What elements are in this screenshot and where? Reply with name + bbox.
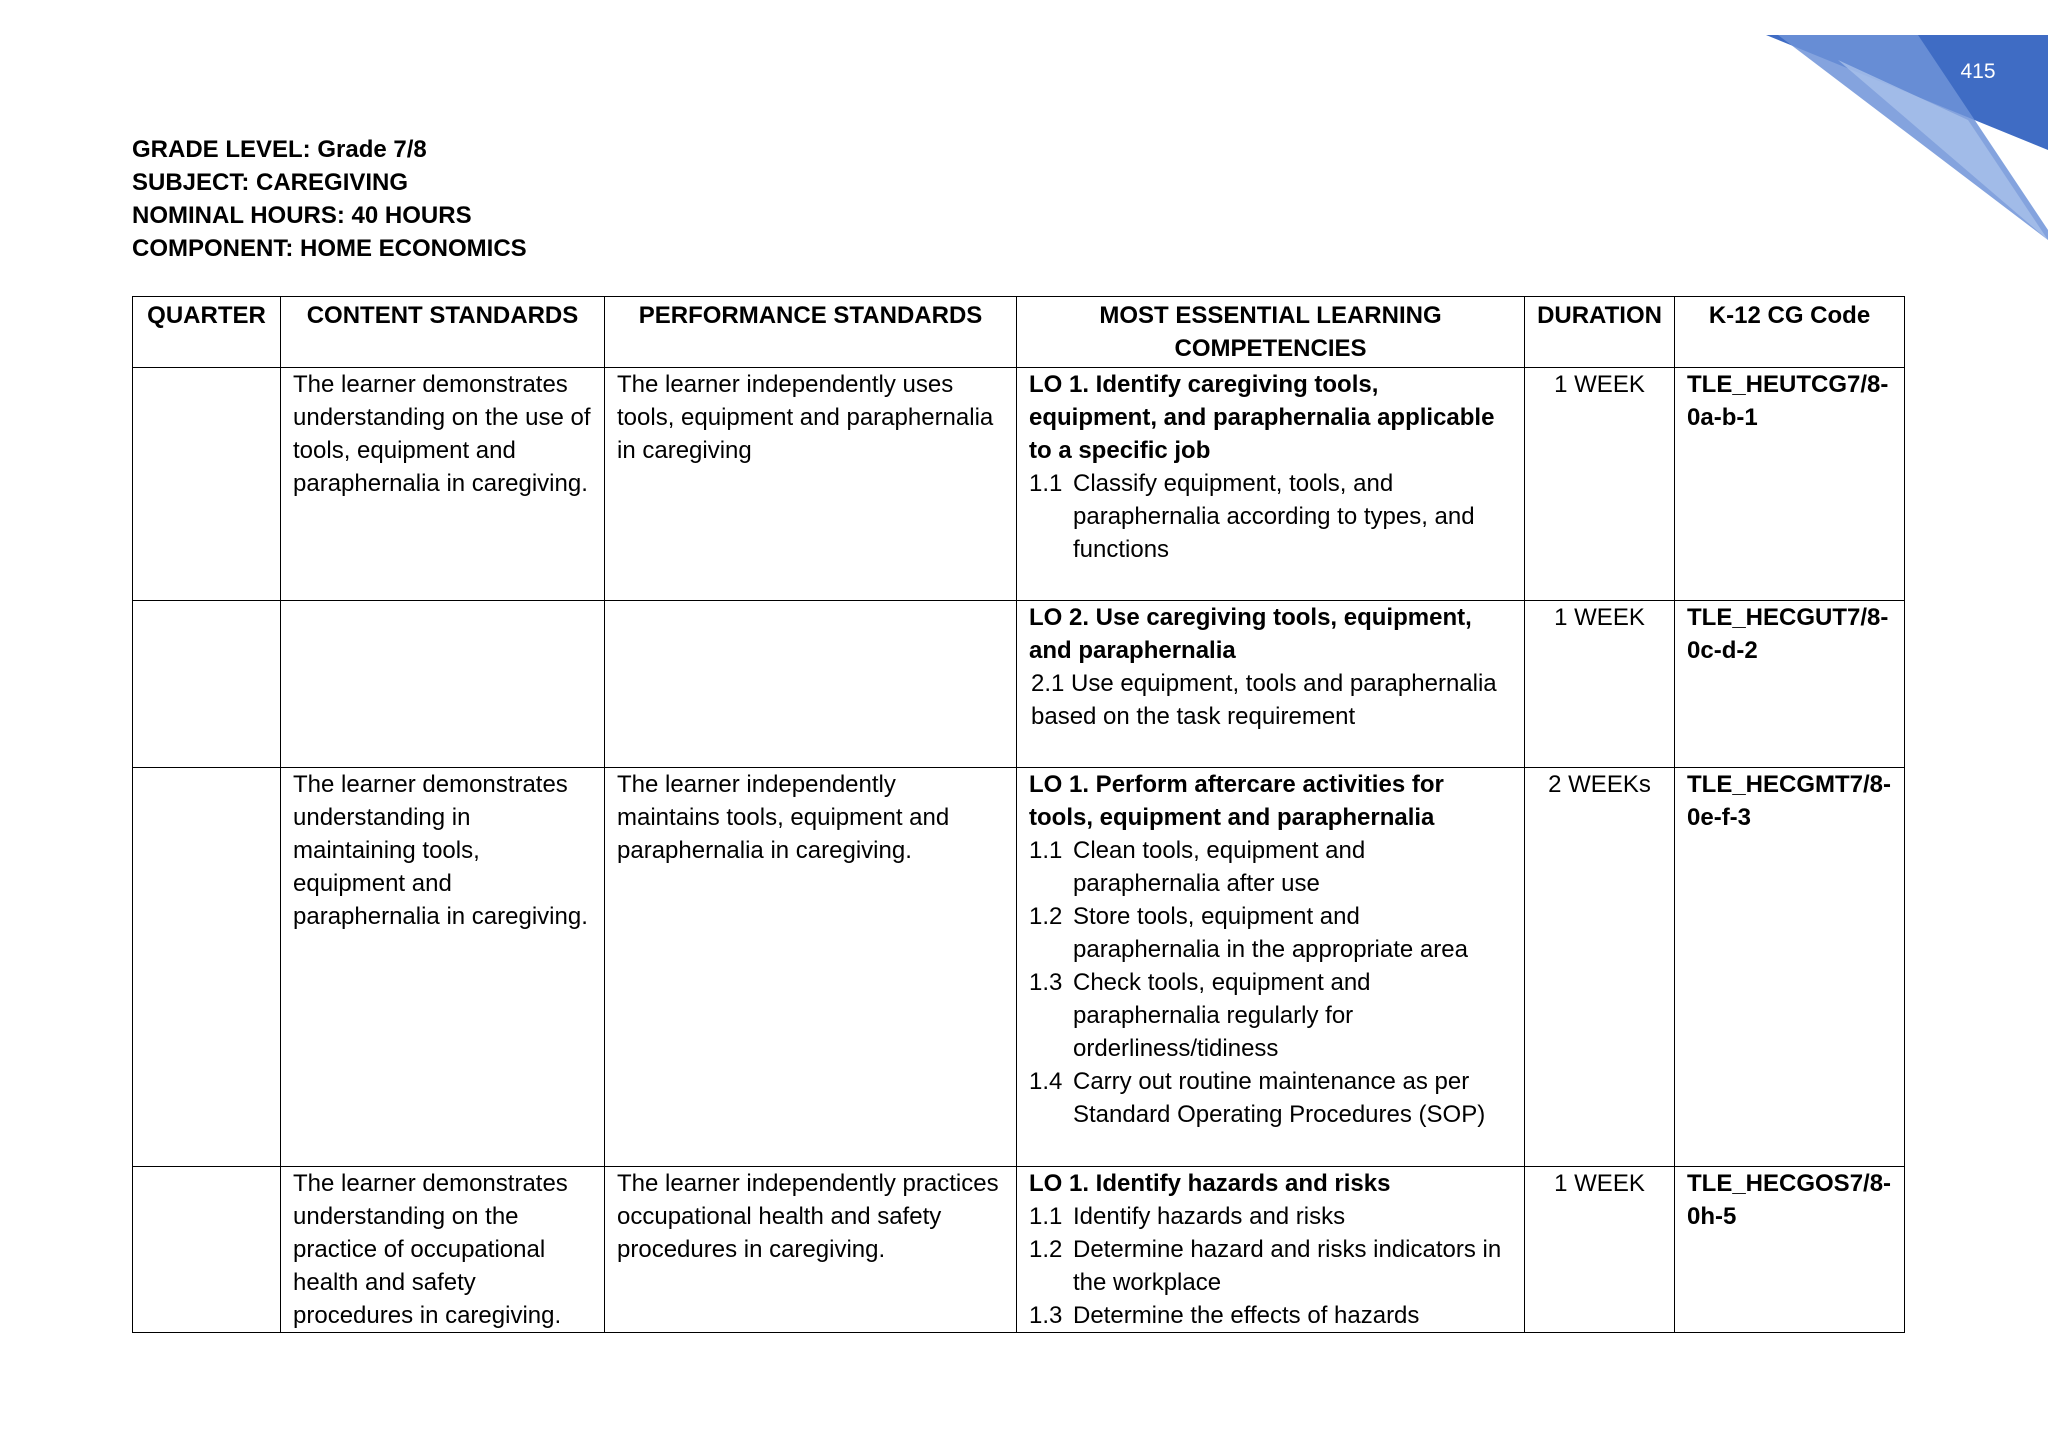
competency-text: Classify equipment, tools, and paraphernalia according to types, and functions — [1073, 470, 1475, 563]
table-row — [133, 768, 1905, 1167]
corner-decoration — [1718, 0, 2048, 240]
competency-text: Carry out routine maintenance as per Standard Operating Procedures (SOP) — [1073, 1068, 1486, 1128]
competency-number: 1.4 — [1029, 1068, 1063, 1095]
performance-standard-cell: The learner independently maintains tools, equipment and paraphernalia in caregiving. — [605, 768, 1017, 1167]
curriculum-table — [132, 296, 1905, 1333]
competency-text: Clean tools, equipment and paraphernalia after use — [1073, 837, 1366, 897]
duration-cell: 1 WEEK — [1525, 368, 1675, 601]
competency-text: Store tools, equipment and paraphernalia in the appropriate area — [1073, 903, 1468, 963]
competency-text: Check tools, equipment and paraphernalia regularly for orderliness/tidiness — [1073, 969, 1371, 1062]
competency-number: 1.2 — [1029, 903, 1063, 930]
component: COMPONENT: HOME ECONOMICS — [132, 235, 527, 262]
code-cell: TLE_HECGOS7/8-0h-5 — [1675, 1167, 1905, 1333]
duration-cell: 1 WEEK — [1525, 601, 1675, 768]
column-header-content-standards: CONTENT STANDARDS — [281, 297, 605, 368]
duration-cell: 2 WEEKs — [1525, 768, 1675, 1167]
learning-outcome: LO 1. Perform aftercare activities for tools, equipment and paraphernalia — [1029, 771, 1444, 831]
competency-item — [1029, 1233, 1512, 1299]
competency-item — [1029, 1200, 1512, 1233]
performance-standard-cell: The learner independently practices occupational health and safety procedures in caregiving. — [605, 1167, 1017, 1333]
competency-number: 1.1 — [1029, 1203, 1063, 1230]
quarter-cell — [133, 368, 281, 601]
competency-number: 1.1 — [1029, 470, 1063, 497]
competency-item — [1029, 900, 1512, 966]
competency-text: Determine the effects of hazards — [1073, 1302, 1420, 1329]
column-header-code: K-12 CG Code — [1675, 297, 1905, 368]
quarter-cell — [133, 768, 281, 1167]
competency-item — [1029, 1299, 1512, 1332]
competency-text: Determine hazard and risks indicators in the workplace — [1073, 1236, 1502, 1296]
column-header-competencies: MOST ESSENTIAL LEARNING COMPETENCIES — [1017, 297, 1525, 368]
competency-number: 1.1 — [1029, 837, 1063, 864]
performance-standard-cell — [605, 601, 1017, 768]
quarter-cell — [133, 1167, 281, 1333]
competency-number: 1.3 — [1029, 1302, 1063, 1329]
competency-item — [1029, 467, 1512, 566]
competency-cell — [1017, 768, 1525, 1167]
learning-outcome: LO 2. Use caregiving tools, equipment, and paraphernalia — [1029, 604, 1472, 664]
nominal-hours: NOMINAL HOURS: 40 HOURS — [132, 202, 472, 229]
table-header-row — [133, 297, 1905, 368]
code-cell: TLE_HECGMT7/8-0e-f-3 — [1675, 768, 1905, 1167]
competency-cell — [1017, 601, 1525, 768]
content-standard-cell: The learner demonstrates understanding in maintaining tools, equipment and paraphernalia in caregiving. — [281, 768, 605, 1167]
code-cell: TLE_HECGUT7/8-0c-d-2 — [1675, 601, 1905, 768]
learning-outcome: LO 1. Identify caregiving tools, equipment, and paraphernalia applicable to a specific job — [1029, 371, 1495, 464]
column-header-quarter: QUARTER — [133, 297, 281, 368]
column-header-performance-standards: PERFORMANCE STANDARDS — [605, 297, 1017, 368]
code-cell: TLE_HEUTCG7/8-0a-b-1 — [1675, 368, 1905, 601]
table-row — [133, 601, 1905, 768]
table-row — [133, 1167, 1905, 1333]
table-row — [133, 368, 1905, 601]
competency-item — [1029, 834, 1512, 900]
competency-item: 2.1 Use equipment, tools and paraphernalia based on the task requirement — [1031, 670, 1497, 730]
quarter-cell — [133, 601, 281, 768]
content-standard-cell: The learner demonstrates understanding on the practice of occupational health and safety procedures in caregiving. — [281, 1167, 605, 1333]
grade-level: GRADE LEVEL: Grade 7/8 — [132, 136, 427, 163]
column-header-duration: DURATION — [1525, 297, 1675, 368]
page-number: 415 — [1960, 60, 1996, 83]
competency-item — [1029, 1065, 1512, 1131]
performance-standard-cell: The learner independently uses tools, equipment and paraphernalia in caregiving — [605, 368, 1017, 601]
competency-number: 1.2 — [1029, 1236, 1063, 1263]
competency-number: 1.3 — [1029, 969, 1063, 996]
content-standard-cell: The learner demonstrates understanding on the use of tools, equipment and paraphernalia in caregiving. — [281, 368, 605, 601]
competency-item — [1029, 966, 1512, 1065]
competency-cell — [1017, 368, 1525, 601]
subject: SUBJECT: CAREGIVING — [132, 169, 409, 196]
document-header — [132, 133, 527, 265]
competency-cell — [1017, 1167, 1525, 1333]
learning-outcome: LO 1. Identify hazards and risks — [1029, 1170, 1391, 1197]
content-standard-cell — [281, 601, 605, 768]
competency-text: Identify hazards and risks — [1073, 1203, 1346, 1230]
duration-cell: 1 WEEK — [1525, 1167, 1675, 1333]
